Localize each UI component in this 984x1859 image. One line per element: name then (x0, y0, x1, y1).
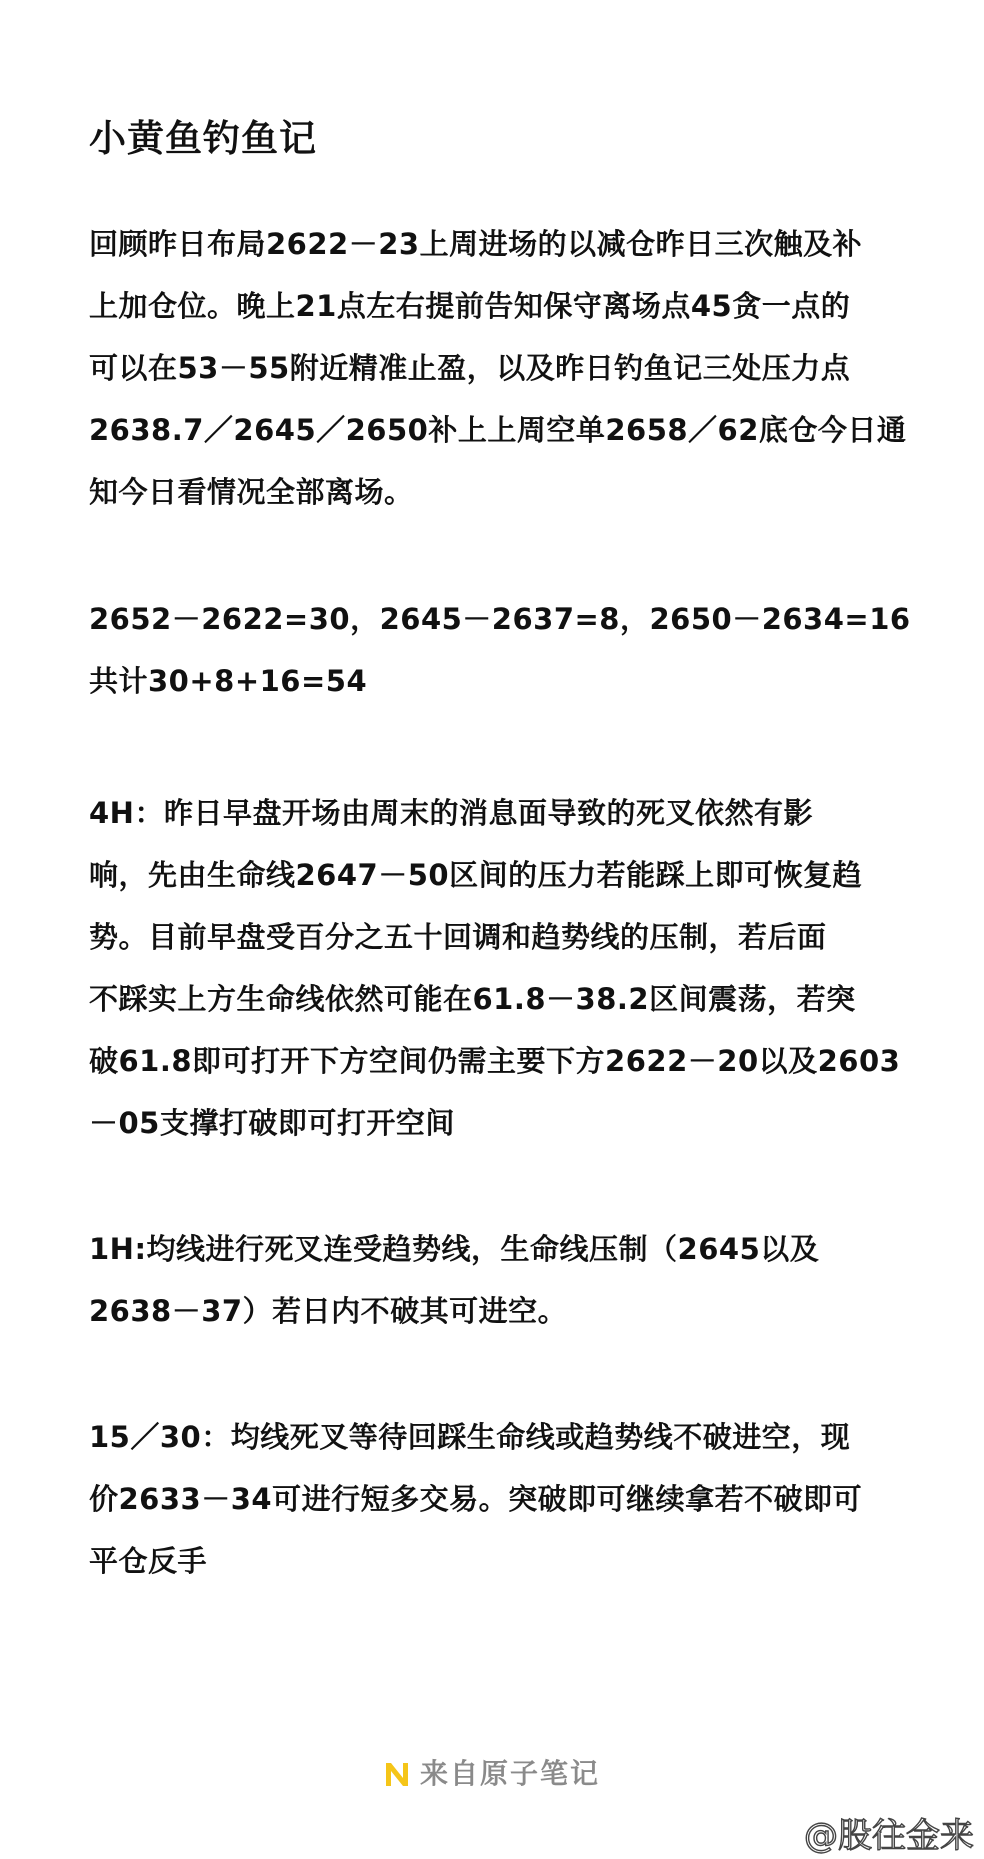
paragraph-line: －05支撑打破即可打开空间 (89, 1106, 455, 1140)
watermark-text: @股往金来 (804, 1816, 974, 1856)
paragraph-line: 破61.8即可打开下方空间仍需主要下方2622－20以及2603 (89, 1044, 901, 1078)
paragraph-review (89, 213, 909, 523)
paragraph-profit-calc (89, 588, 909, 712)
paragraph-line: 4H：昨日早盘开场由周末的消息面导致的死叉依然有影 (89, 796, 813, 830)
page-title: 小黄鱼钓鱼记 (89, 117, 317, 160)
paragraph-line: 可以在53－55附近精准止盈，以及昨日钓鱼记三处压力点 (89, 351, 851, 385)
paragraph-line: 15／30：均线死叉等待回踩生命线或趋势线不破进空，现 (89, 1420, 851, 1454)
watermark (804, 1808, 974, 1857)
paragraph-line: 1H:均线进行死叉连受趋势线，生命线压制（2645以及 (89, 1232, 820, 1266)
paragraph-line: 不踩实上方生命线依然可能在61.8－38.2区间震荡，若突 (89, 982, 856, 1016)
paragraph-line: 知今日看情况全部离场。 (89, 475, 414, 509)
paragraph-15-30-analysis (89, 1406, 909, 1592)
n-logo-icon (384, 1760, 410, 1795)
paragraph-line: 回顾昨日布局2622－23上周进场的以减仓昨日三次触及补 (89, 227, 863, 261)
paragraph-line: 2652－2622=30，2645－2637=8，2650－2634=16 (89, 602, 911, 636)
paragraph-line: 共计30+8+16=54 (89, 664, 368, 698)
paragraph-line: 2638－37）若日内不破其可进空。 (89, 1294, 568, 1328)
paragraph-line: 平仓反手 (89, 1544, 208, 1578)
paragraph-4h-analysis (89, 782, 909, 1154)
paragraph-1h-analysis (89, 1218, 909, 1342)
paragraph-line: 势。目前早盘受百分之五十回调和趋势线的压制，若后面 (89, 920, 827, 954)
paragraph-line: 价2633－34可进行短多交易。突破即可继续拿若不破即可 (89, 1482, 863, 1516)
paragraph-line: 2638.7／2645／2650补上上周空单2658／62底仓今日通 (89, 413, 907, 447)
footer-brand (0, 1752, 984, 1795)
paragraph-line: 响，先由生命线2647－50区间的压力若能踩上即可恢复趋 (89, 858, 863, 892)
paragraph-line: 上加仓位。晚上21点左右提前告知保守离场点45贪一点的 (89, 289, 851, 323)
footer-brand-text: 来自原子笔记 (419, 1757, 600, 1790)
